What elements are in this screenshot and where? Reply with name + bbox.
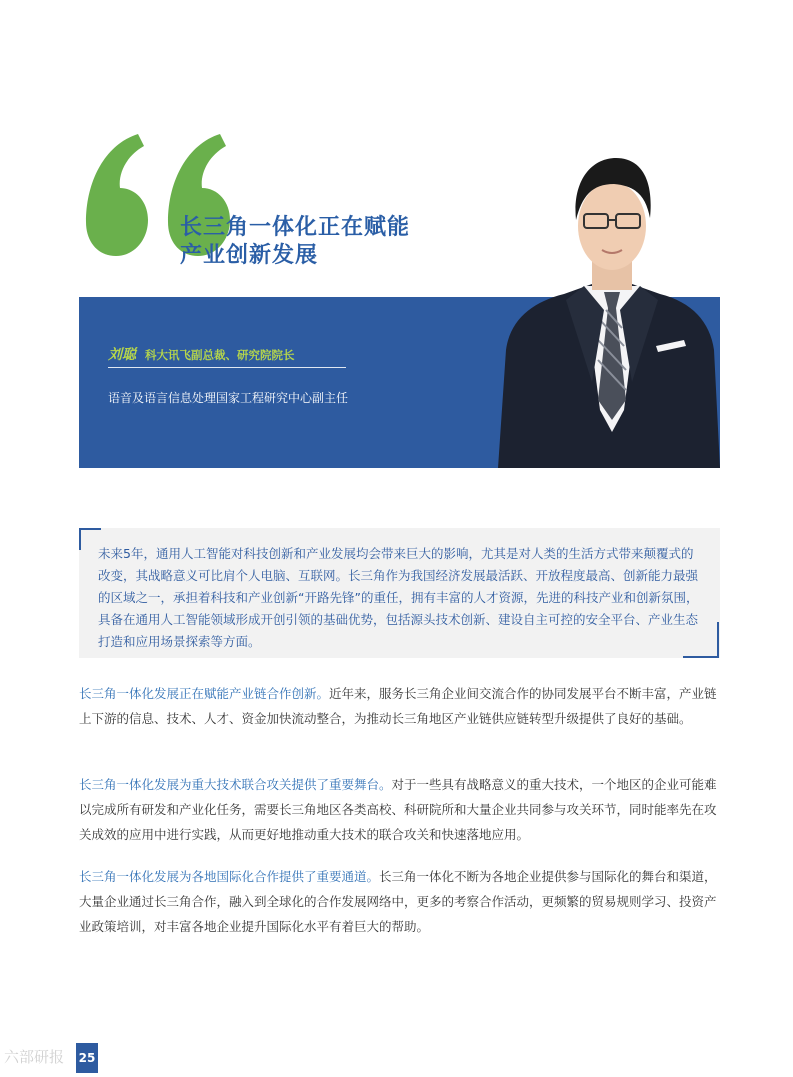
paragraph-3 <box>79 864 720 939</box>
paragraph-1-lead: 长三角一体化发展正在赋能产业链合作创新。 <box>79 686 330 701</box>
divider <box>108 367 346 368</box>
watermark: 六部研报 <box>4 1048 65 1066</box>
person-subtitle: 语音及语言信息处理国家工程研究中心副主任 <box>108 391 349 405</box>
person-name: 刘聪 <box>108 347 136 363</box>
paragraph-2 <box>79 772 720 847</box>
headline-line-2: 产业创新发展 <box>180 243 319 268</box>
intro-text: 未来5年，通用人工智能对科技创新和产业发展均会带来巨大的影响，尤其是对人类的生活方式带来颠覆式的改变，其战略意义可比肩个人电脑、互联网。长三角作为我国经济发展最活跃、开放程度最高、创新能力最强的区域之一，承担着科技和产业创新“开路先锋”的重任，拥有丰富的人才资源，先进的科技产业和创新氛围，具备在通用人工智能领域形成开创引领的基础优势，包括源头技术创新、建设自主可控的安全平台、产业生态打造和应用场景探索等方面。 <box>98 546 699 649</box>
paragraph-1 <box>79 681 720 731</box>
headline-line-1: 长三角一体化正在赋能 <box>180 215 411 240</box>
paragraph-3-lead: 长三角一体化发展为各地国际化合作提供了重要通道。 <box>79 869 380 884</box>
paragraph-2-lead: 长三角一体化发展为重大技术联合攻关提供了重要舞台。 <box>79 777 392 792</box>
paragraph-1-body: 近年来，服务长三角企业间交流合作的协同发展平台不断丰富，产业链上下游的信息、技术、人才、资金加快流动整合，为推动长三角地区产业链供应链转型升级提供了良好的基础。 <box>79 686 717 726</box>
page-headline <box>180 214 410 270</box>
page-number: 25 <box>76 1043 98 1073</box>
paragraph-2-body: 对于一些具有战略意义的重大技术，一个地区的企业可能难以完成所有研发和产业化任务，需要长三角地区各类高校、科研院所和大量企业共同参与攻关环节，同时能率先在攻关成效的应用中进行实践，从而更好地推动重大技术的联合攻关和快速落地应用。 <box>79 777 717 842</box>
paragraph-3-body: 长三角一体化不断为各地企业提供参与国际化的舞台和渠道，大量企业通过长三角合作，融入到全球化的合作发展网络中，更多的考察合作活动，更频繁的贸易规则学习、投资产业政策培训，对丰富各地企业提升国际化水平有着巨大的帮助。 <box>79 869 717 934</box>
portrait-photo <box>492 150 720 468</box>
person-role: 科大讯飞副总裁、研究院院长 <box>145 348 295 362</box>
